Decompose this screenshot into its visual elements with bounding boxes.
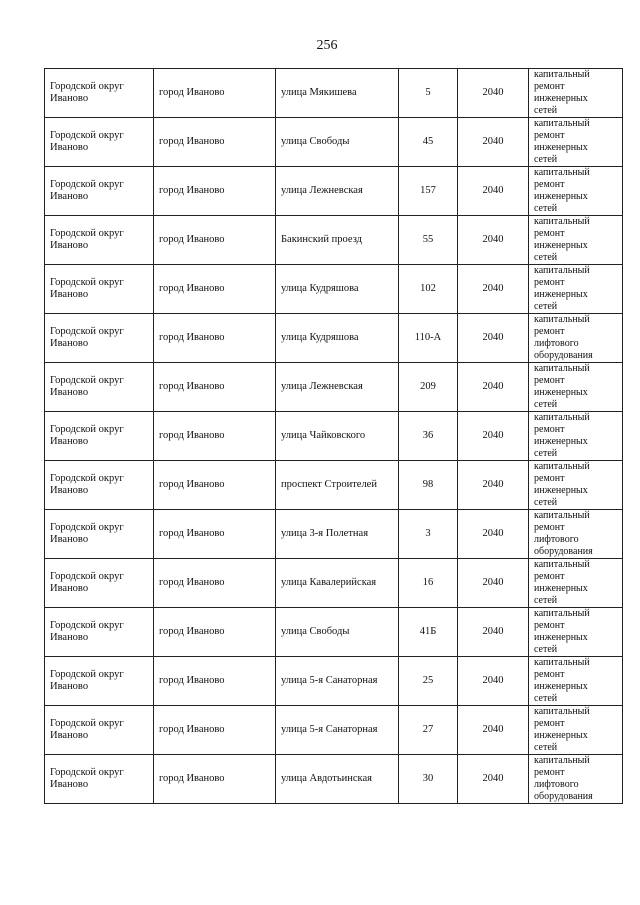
house-number-cell: 209: [399, 363, 458, 412]
work-type-line: капитальный: [534, 608, 590, 619]
work-type-line: капитальный: [534, 167, 590, 178]
work-type-line: капитальный: [534, 69, 590, 80]
work-type-line: ремонт: [534, 473, 565, 484]
work-type-line: ремонт: [534, 277, 565, 288]
year-cell: 2040: [458, 167, 529, 216]
street-cell: Бакинский проезд: [276, 216, 399, 265]
table-row: [45, 510, 623, 559]
work-type-cell: [529, 216, 623, 265]
district-cell: Городской округ Иваново: [45, 412, 154, 461]
work-type-line: капитальный: [534, 118, 590, 129]
work-type-line: ремонт: [534, 669, 565, 680]
street-cell: улица Мякишева: [276, 69, 399, 118]
table-body: [45, 69, 623, 804]
work-type-line: сетей: [534, 693, 558, 704]
table-row: [45, 608, 623, 657]
district-cell: Городской округ Иваново: [45, 216, 154, 265]
year-cell: 2040: [458, 755, 529, 804]
house-number-cell: 41Б: [399, 608, 458, 657]
work-type-cell: [529, 314, 623, 363]
work-type-line: ремонт: [534, 228, 565, 239]
district-cell: Городской округ Иваново: [45, 69, 154, 118]
work-type-line: капитальный: [534, 559, 590, 570]
year-cell: 2040: [458, 314, 529, 363]
house-number-cell: 102: [399, 265, 458, 314]
district-cell: Городской округ Иваново: [45, 363, 154, 412]
city-cell: город Иваново: [154, 461, 276, 510]
work-type-cell: [529, 265, 623, 314]
work-type-line: капитальный: [534, 314, 590, 325]
work-type-line: ремонт: [534, 767, 565, 778]
year-cell: 2040: [458, 216, 529, 265]
housing-repair-table: [44, 68, 623, 804]
work-type-line: сетей: [534, 644, 558, 655]
table-row: [45, 559, 623, 608]
work-type-cell: [529, 69, 623, 118]
work-type-cell: [529, 412, 623, 461]
city-cell: город Иваново: [154, 118, 276, 167]
city-cell: город Иваново: [154, 608, 276, 657]
work-type-line: сетей: [534, 448, 558, 459]
house-number-cell: 55: [399, 216, 458, 265]
work-type-line: сетей: [534, 154, 558, 165]
work-type-cell: [529, 706, 623, 755]
street-cell: улица Авдотьинская: [276, 755, 399, 804]
work-type-cell: [529, 167, 623, 216]
year-cell: 2040: [458, 363, 529, 412]
work-type-line: сетей: [534, 301, 558, 312]
street-cell: улица Кудряшова: [276, 265, 399, 314]
work-type-line: инженерных: [534, 632, 588, 643]
work-type-cell: [529, 510, 623, 559]
city-cell: город Иваново: [154, 657, 276, 706]
table-row: [45, 69, 623, 118]
street-cell: улица 5-я Санаторная: [276, 657, 399, 706]
city-cell: город Иваново: [154, 363, 276, 412]
work-type-line: сетей: [534, 595, 558, 606]
work-type-line: капитальный: [534, 657, 590, 668]
work-type-line: капитальный: [534, 755, 590, 766]
table-row: [45, 412, 623, 461]
work-type-line: инженерных: [534, 485, 588, 496]
house-number-cell: 98: [399, 461, 458, 510]
work-type-line: капитальный: [534, 363, 590, 374]
district-cell: Городской округ Иваново: [45, 167, 154, 216]
work-type-line: инженерных: [534, 191, 588, 202]
district-cell: Городской округ Иваново: [45, 755, 154, 804]
work-type-line: инженерных: [534, 583, 588, 594]
year-cell: 2040: [458, 69, 529, 118]
table-row: [45, 167, 623, 216]
work-type-line: ремонт: [534, 424, 565, 435]
work-type-line: ремонт: [534, 81, 565, 92]
work-type-cell: [529, 657, 623, 706]
table-row: [45, 657, 623, 706]
table-row: [45, 314, 623, 363]
work-type-line: инженерных: [534, 142, 588, 153]
work-type-cell: [529, 363, 623, 412]
table-row: [45, 461, 623, 510]
work-type-line: инженерных: [534, 240, 588, 251]
work-type-line: ремонт: [534, 620, 565, 631]
table-row: [45, 216, 623, 265]
house-number-cell: 36: [399, 412, 458, 461]
work-type-line: оборудования: [534, 791, 593, 802]
city-cell: город Иваново: [154, 216, 276, 265]
work-type-line: оборудования: [534, 350, 593, 361]
city-cell: город Иваново: [154, 559, 276, 608]
work-type-line: ремонт: [534, 326, 565, 337]
work-type-line: инженерных: [534, 289, 588, 300]
street-cell: улица Чайковского: [276, 412, 399, 461]
city-cell: город Иваново: [154, 412, 276, 461]
work-type-line: лифтового: [534, 338, 579, 349]
table-row: [45, 755, 623, 804]
work-type-line: инженерных: [534, 436, 588, 447]
city-cell: город Иваново: [154, 265, 276, 314]
work-type-line: капитальный: [534, 265, 590, 276]
house-number-cell: 45: [399, 118, 458, 167]
house-number-cell: 25: [399, 657, 458, 706]
district-cell: Городской округ Иваново: [45, 608, 154, 657]
house-number-cell: 30: [399, 755, 458, 804]
house-number-cell: 27: [399, 706, 458, 755]
work-type-line: сетей: [534, 203, 558, 214]
house-number-cell: 3: [399, 510, 458, 559]
year-cell: 2040: [458, 559, 529, 608]
street-cell: улица Кудряшова: [276, 314, 399, 363]
work-type-line: капитальный: [534, 510, 590, 521]
table-row: [45, 706, 623, 755]
work-type-line: ремонт: [534, 179, 565, 190]
city-cell: город Иваново: [154, 314, 276, 363]
work-type-cell: [529, 461, 623, 510]
year-cell: 2040: [458, 657, 529, 706]
work-type-line: ремонт: [534, 571, 565, 582]
district-cell: Городской округ Иваново: [45, 314, 154, 363]
district-cell: Городской округ Иваново: [45, 461, 154, 510]
work-type-cell: [529, 755, 623, 804]
street-cell: улица Лежневская: [276, 167, 399, 216]
work-type-line: капитальный: [534, 461, 590, 472]
district-cell: Городской округ Иваново: [45, 559, 154, 608]
city-cell: город Иваново: [154, 510, 276, 559]
table-row: [45, 363, 623, 412]
city-cell: город Иваново: [154, 755, 276, 804]
district-cell: Городской округ Иваново: [45, 510, 154, 559]
district-cell: Городской округ Иваново: [45, 118, 154, 167]
work-type-line: инженерных: [534, 93, 588, 104]
city-cell: город Иваново: [154, 706, 276, 755]
work-type-line: ремонт: [534, 375, 565, 386]
work-type-cell: [529, 118, 623, 167]
street-cell: улица Кавалерийская: [276, 559, 399, 608]
page-number: 256: [316, 38, 338, 53]
work-type-line: инженерных: [534, 387, 588, 398]
year-cell: 2040: [458, 412, 529, 461]
district-cell: Городской округ Иваново: [45, 265, 154, 314]
house-number-cell: 16: [399, 559, 458, 608]
work-type-cell: [529, 608, 623, 657]
work-type-line: сетей: [534, 105, 558, 116]
year-cell: 2040: [458, 608, 529, 657]
street-cell: проспект Строителей: [276, 461, 399, 510]
work-type-cell: [529, 559, 623, 608]
work-type-line: сетей: [534, 497, 558, 508]
work-type-line: лифтового: [534, 779, 579, 790]
street-cell: улица Лежневская: [276, 363, 399, 412]
house-number-cell: 110-А: [399, 314, 458, 363]
street-cell: улица 3-я Полетная: [276, 510, 399, 559]
work-type-line: ремонт: [534, 522, 565, 533]
work-type-line: сетей: [534, 252, 558, 263]
house-number-cell: 157: [399, 167, 458, 216]
street-cell: улица Свободы: [276, 118, 399, 167]
year-cell: 2040: [458, 706, 529, 755]
year-cell: 2040: [458, 461, 529, 510]
year-cell: 2040: [458, 265, 529, 314]
work-type-line: сетей: [534, 399, 558, 410]
street-cell: улица 5-я Санаторная: [276, 706, 399, 755]
city-cell: город Иваново: [154, 69, 276, 118]
year-cell: 2040: [458, 510, 529, 559]
work-type-line: капитальный: [534, 412, 590, 423]
work-type-line: капитальный: [534, 706, 590, 717]
table-row: [45, 118, 623, 167]
district-cell: Городской округ Иваново: [45, 706, 154, 755]
district-cell: Городской округ Иваново: [45, 657, 154, 706]
work-type-line: сетей: [534, 742, 558, 753]
work-type-line: инженерных: [534, 730, 588, 741]
work-type-line: оборудования: [534, 546, 593, 557]
work-type-line: капитальный: [534, 216, 590, 227]
work-type-line: инженерных: [534, 681, 588, 692]
work-type-line: ремонт: [534, 130, 565, 141]
house-number-cell: 5: [399, 69, 458, 118]
street-cell: улица Свободы: [276, 608, 399, 657]
work-type-line: лифтового: [534, 534, 579, 545]
city-cell: город Иваново: [154, 167, 276, 216]
work-type-line: ремонт: [534, 718, 565, 729]
table-row: [45, 265, 623, 314]
year-cell: 2040: [458, 118, 529, 167]
